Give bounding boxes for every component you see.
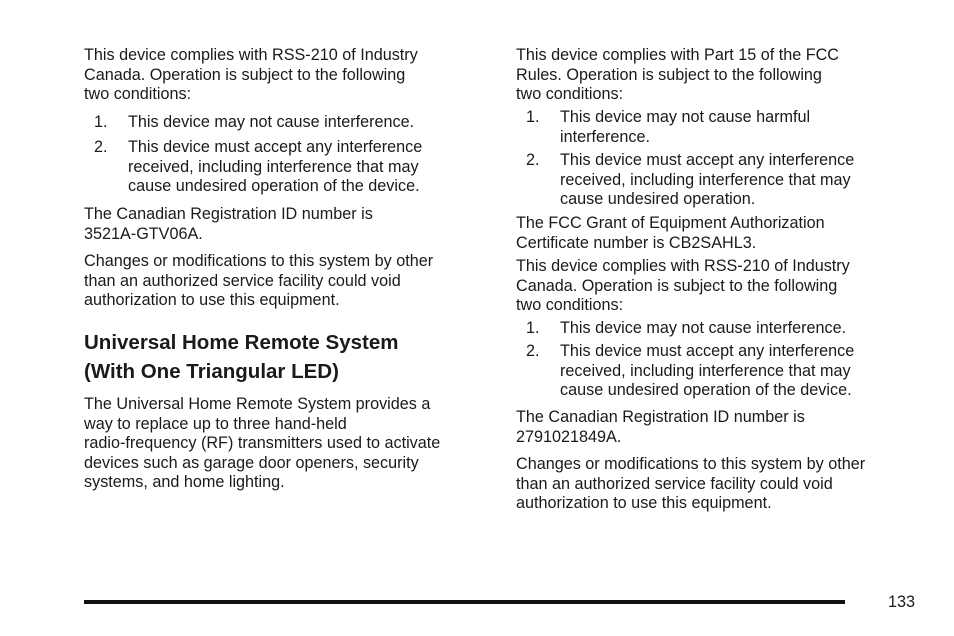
list-text: This device must accept any interference received, including interference that may cause undesired operation of the device.	[128, 138, 423, 195]
list-number: 2.	[94, 138, 108, 156]
list-text: This device may not cause interference.	[560, 319, 847, 337]
list-item	[526, 319, 906, 339]
page-number: 133	[888, 593, 916, 611]
fcc-compliance-paragraph: This device complies with Part 15 of the FCC Rules. Operation is subject to the following two conditions:	[516, 46, 839, 103]
section-heading: Universal Home Remote System (With One Triangular LED)	[84, 331, 399, 383]
fcc-grant-paragraph: The FCC Grant of Equipment Authorization Certificate number is CB2SAHL3.	[516, 214, 825, 252]
list-number: 1.	[526, 108, 540, 126]
list-item	[526, 342, 906, 402]
list-text: This device may not cause interference.	[128, 113, 415, 131]
list-number: 2.	[526, 151, 540, 169]
list-item	[94, 138, 474, 198]
universal-remote-description: The Universal Home Remote System provides a way to replace up to three hand-held radio-frequency (RF) transmitters used to activate devices such as garage door openers, security systems, and home lighting.	[84, 395, 441, 491]
rss210-compliance-paragraph: This device complies with RSS-210 of Industry Canada. Operation is subject to the following two conditions:	[84, 46, 418, 103]
footer-rule	[84, 600, 845, 604]
modifications-warning-paragraph: Changes or modifications to this system by other than an authorized service facility could void authorization to use this equipment.	[516, 455, 866, 512]
list-number: 2.	[526, 342, 540, 360]
rss210-compliance-paragraph: This device complies with RSS-210 of Industry Canada. Operation is subject to the following two conditions:	[516, 257, 850, 314]
modifications-warning-paragraph: Changes or modifications to this system by other than an authorized service facility could void authorization to use this equipment.	[84, 252, 434, 309]
list-text: This device must accept any interference received, including interference that may cause undesired operation.	[560, 151, 855, 208]
list-text: This device must accept any interference received, including interference that may cause undesired operation of the device.	[560, 342, 855, 399]
canadian-registration-paragraph: The Canadian Registration ID number is 3521A-GTV06A.	[84, 205, 373, 243]
list-item	[526, 108, 906, 148]
list-text: This device may not cause harmful interference.	[560, 108, 811, 146]
list-item	[94, 113, 474, 133]
list-number: 1.	[526, 319, 540, 337]
canadian-registration-paragraph: The Canadian Registration ID number is 2791021849A.	[516, 408, 805, 446]
list-number: 1.	[94, 113, 108, 131]
list-item	[526, 151, 906, 211]
